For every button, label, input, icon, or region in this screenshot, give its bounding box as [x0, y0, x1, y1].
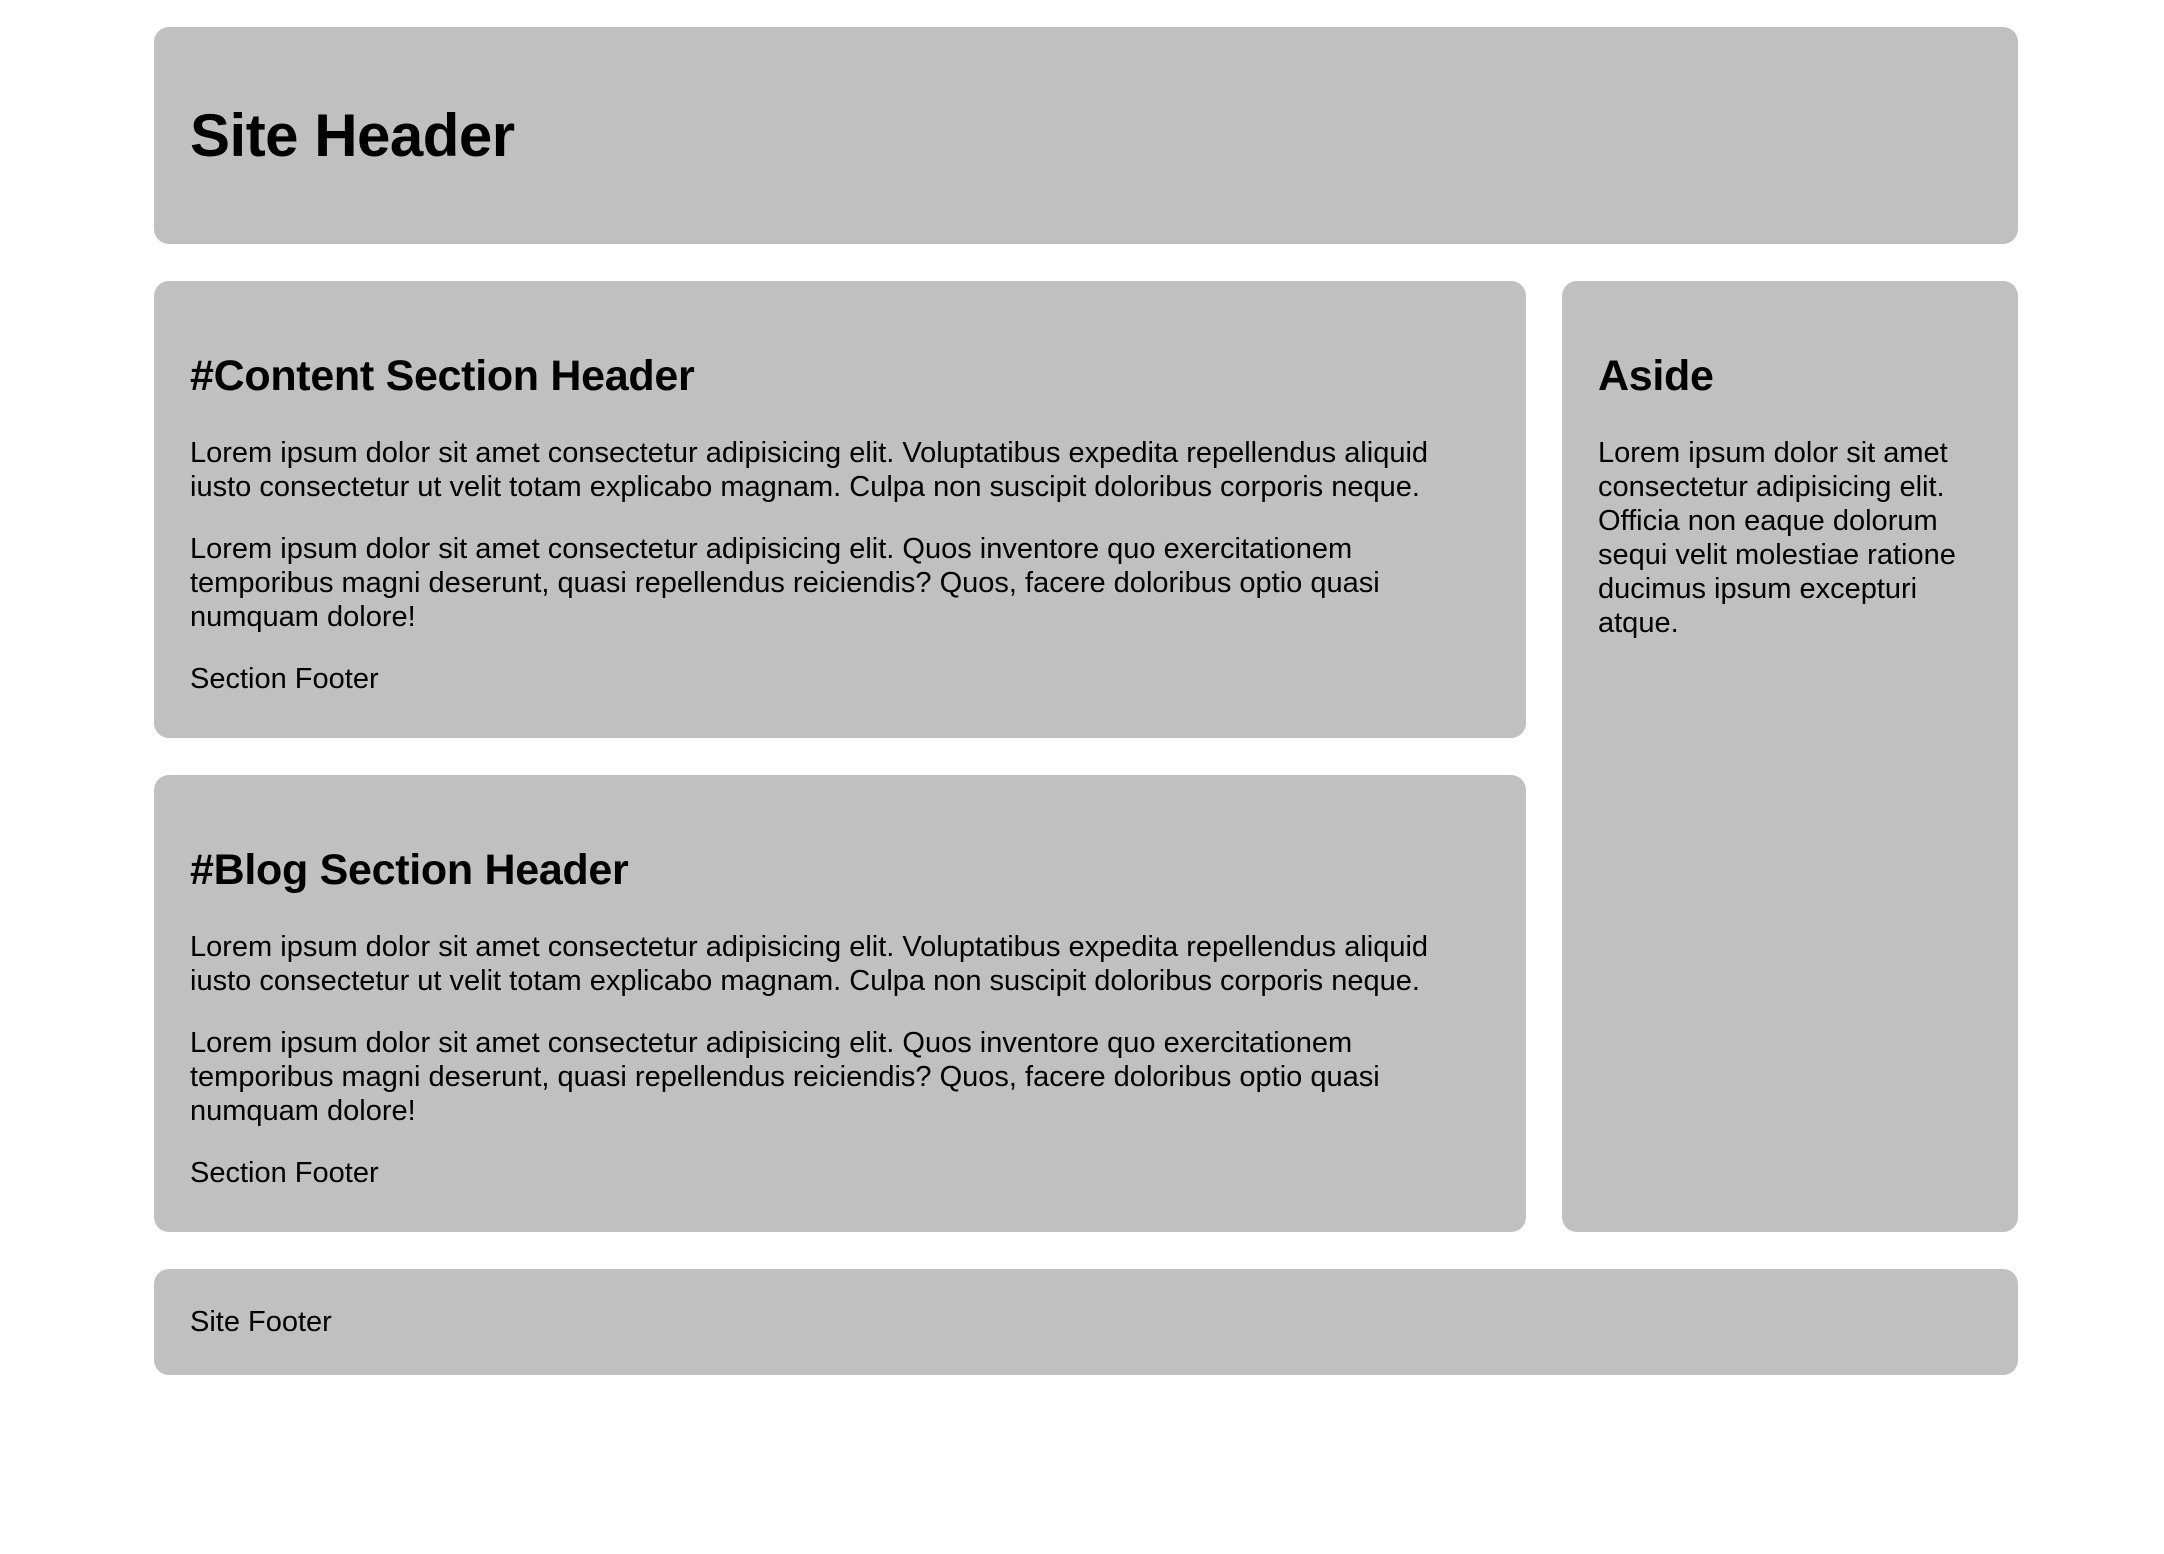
- aside: [1562, 281, 2018, 1232]
- main-column: [154, 281, 1526, 1232]
- content-section-footer: Section Footer: [190, 663, 379, 695]
- site-header: [154, 27, 2018, 244]
- blog-section-paragraph: Lorem ipsum dolor sit amet consectetur adipisicing elit. Voluptatibus expedita repellendus aliquid iusto consectetur ut velit totam explicabo magnam. Culpa non suscipit doloribus corporis neque.: [190, 931, 1429, 997]
- content-section-paragraph: Lorem ipsum dolor sit amet consectetur adipisicing elit. Quos inventore quo exercitationem temporibus magni deserunt, quasi repellendus reiciendis? Quos, facere doloribus optio quasi numquam dolore!: [190, 533, 1380, 633]
- site-header-title: Site Header: [190, 101, 515, 169]
- site-footer: [154, 1269, 2018, 1375]
- aside-title: Aside: [1598, 352, 1714, 400]
- blog-section-footer: Section Footer: [190, 1157, 379, 1189]
- site-footer-text: Site Footer: [190, 1305, 332, 1338]
- content-section: [154, 281, 1526, 738]
- blog-section: [154, 775, 1526, 1232]
- blog-section-title: #Blog Section Header: [190, 846, 629, 894]
- content-section-title: #Content Section Header: [190, 352, 695, 400]
- page-layout: [154, 27, 2018, 1375]
- main-content-area: [154, 281, 2018, 1232]
- blog-section-paragraph: Lorem ipsum dolor sit amet consectetur adipisicing elit. Quos inventore quo exercitationem temporibus magni deserunt, quasi repellendus reiciendis? Quos, facere doloribus optio quasi numquam dolore!: [190, 1027, 1380, 1127]
- aside-text: Lorem ipsum dolor sit amet consectetur adipisicing elit. Officia non eaque dolorum sequi velit molestiae ratione ducimus ipsum excepturi atque.: [1598, 437, 1956, 639]
- content-section-paragraph: Lorem ipsum dolor sit amet consectetur adipisicing elit. Voluptatibus expedita repellendus aliquid iusto consectetur ut velit totam explicabo magnam. Culpa non suscipit doloribus corporis neque.: [190, 437, 1429, 503]
